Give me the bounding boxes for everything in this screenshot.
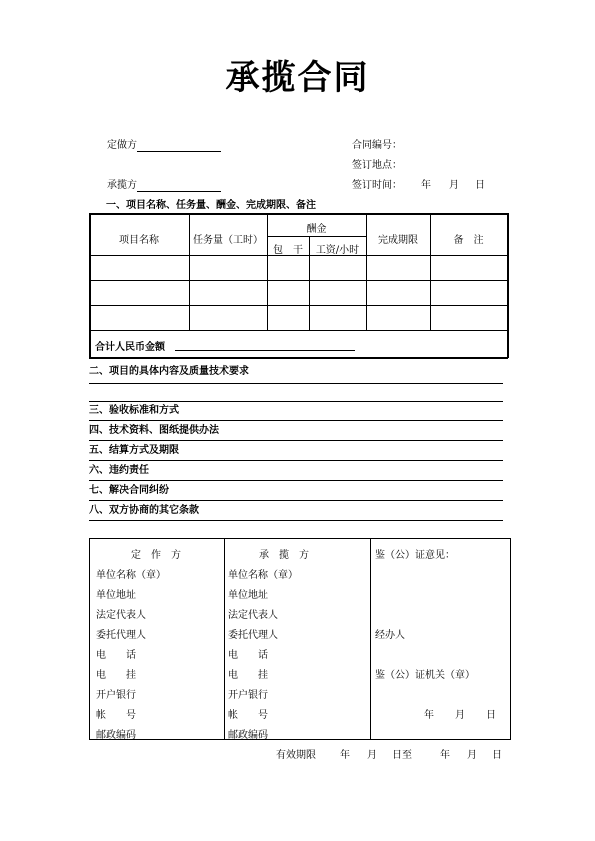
section-1-heading: 一、项目名称、任务量、酬金、完成期限、备注 — [106, 200, 316, 211]
section-7-line[interactable] — [89, 500, 503, 501]
section-3-line[interactable] — [89, 420, 503, 421]
total-amount-label: 合计人民币金额 — [95, 342, 165, 353]
party-a-blank[interactable] — [137, 142, 221, 152]
notary-year: 年 — [424, 710, 434, 721]
document-title: 承揽合同 — [225, 58, 370, 98]
sign-month: 月 — [449, 180, 459, 191]
section-6-heading: 六、违约责任 — [89, 465, 149, 476]
section-4-line[interactable] — [89, 440, 503, 441]
validity-day-2: 日 — [492, 750, 502, 761]
party-b-row-postcode: 邮政编码 — [228, 730, 268, 741]
sign-place-label: 签订地点： — [352, 160, 402, 171]
col-header-task: 任务量（工时） — [193, 235, 263, 246]
sign-day: 日 — [475, 180, 485, 191]
party-b-row-agent: 委托代理人 — [228, 630, 278, 641]
section-2-heading: 二、项目的具体内容及质量技术要求 — [89, 366, 249, 377]
validity-month-2: 月 — [467, 750, 477, 761]
validity-month: 月 — [367, 750, 377, 761]
party-b-label: 承揽方 — [107, 180, 137, 191]
party-a-row-agent: 委托代理人 — [96, 630, 146, 641]
section-8-line[interactable] — [89, 520, 503, 521]
party-b-row-unit-name: 单位名称（章） — [228, 570, 298, 581]
party-b-blank[interactable] — [137, 182, 221, 192]
party-a-row-telegraph: 电 挂 — [96, 670, 136, 681]
col-header-lump-sum: 包 干 — [273, 245, 303, 256]
party-a-row-phone: 电 话 — [96, 650, 136, 661]
party-a-field — [107, 140, 221, 152]
section-2-line-1[interactable] — [89, 383, 503, 384]
notary-month: 月 — [455, 710, 465, 721]
section-5-line[interactable] — [89, 460, 503, 461]
col-header-party-b: 承 揽 方 — [259, 550, 309, 561]
total-amount-blank[interactable] — [175, 350, 355, 351]
party-a-row-address: 单位地址 — [96, 590, 136, 601]
validity-day-to: 日至 — [392, 750, 412, 761]
section-5-heading: 五、结算方式及期限 — [89, 445, 179, 456]
party-b-field — [107, 180, 221, 192]
notary-day: 日 — [486, 710, 496, 721]
party-a-row-unit-name: 单位名称（章） — [96, 570, 166, 581]
notary-seal: 鉴（公）证机关（章） — [375, 670, 475, 681]
section-4-heading: 四、技术资料、图纸提供办法 — [89, 425, 219, 436]
party-a-row-legal-rep: 法定代表人 — [96, 610, 146, 621]
party-a-row-postcode: 邮政编码 — [96, 730, 136, 741]
sign-time-label: 签订时间： — [352, 180, 402, 191]
party-a-row-account: 帐 号 — [96, 710, 136, 721]
col-header-hourly: 工资/小时 — [315, 245, 360, 256]
party-a-label: 定做方 — [107, 140, 137, 151]
party-b-row-legal-rep: 法定代表人 — [228, 610, 278, 621]
party-b-row-phone: 电 话 — [228, 650, 268, 661]
col-header-notary: 鉴（公）证意见： — [375, 550, 455, 561]
party-b-row-telegraph: 电 挂 — [228, 670, 268, 681]
section-6-line[interactable] — [89, 480, 503, 481]
party-b-row-bank: 开户银行 — [228, 690, 268, 701]
party-b-row-account: 帐 号 — [228, 710, 268, 721]
validity-label: 有效期限 — [276, 750, 316, 761]
section-2-line-2[interactable] — [89, 401, 503, 402]
party-b-row-address: 单位地址 — [228, 590, 268, 601]
col-header-pay: 酬金 — [306, 224, 327, 235]
col-header-deadline: 完成期限 — [378, 235, 418, 246]
section-3-heading: 三、验收标准和方式 — [89, 405, 179, 416]
col-header-project-name: 项目名称 — [119, 235, 159, 246]
contract-no-label: 合同编号： — [352, 140, 402, 151]
col-header-remark: 备 注 — [453, 235, 484, 246]
section-7-heading: 七、解决合同纠纷 — [89, 485, 169, 496]
validity-year: 年 — [340, 750, 350, 761]
validity-year-2: 年 — [440, 750, 450, 761]
notary-handler: 经办人 — [375, 630, 405, 641]
sign-year: 年 — [421, 180, 431, 191]
section-8-heading: 八、双方协商的其它条款 — [89, 505, 199, 516]
col-header-party-a: 定 作 方 — [131, 550, 181, 561]
party-a-row-bank: 开户银行 — [96, 690, 136, 701]
